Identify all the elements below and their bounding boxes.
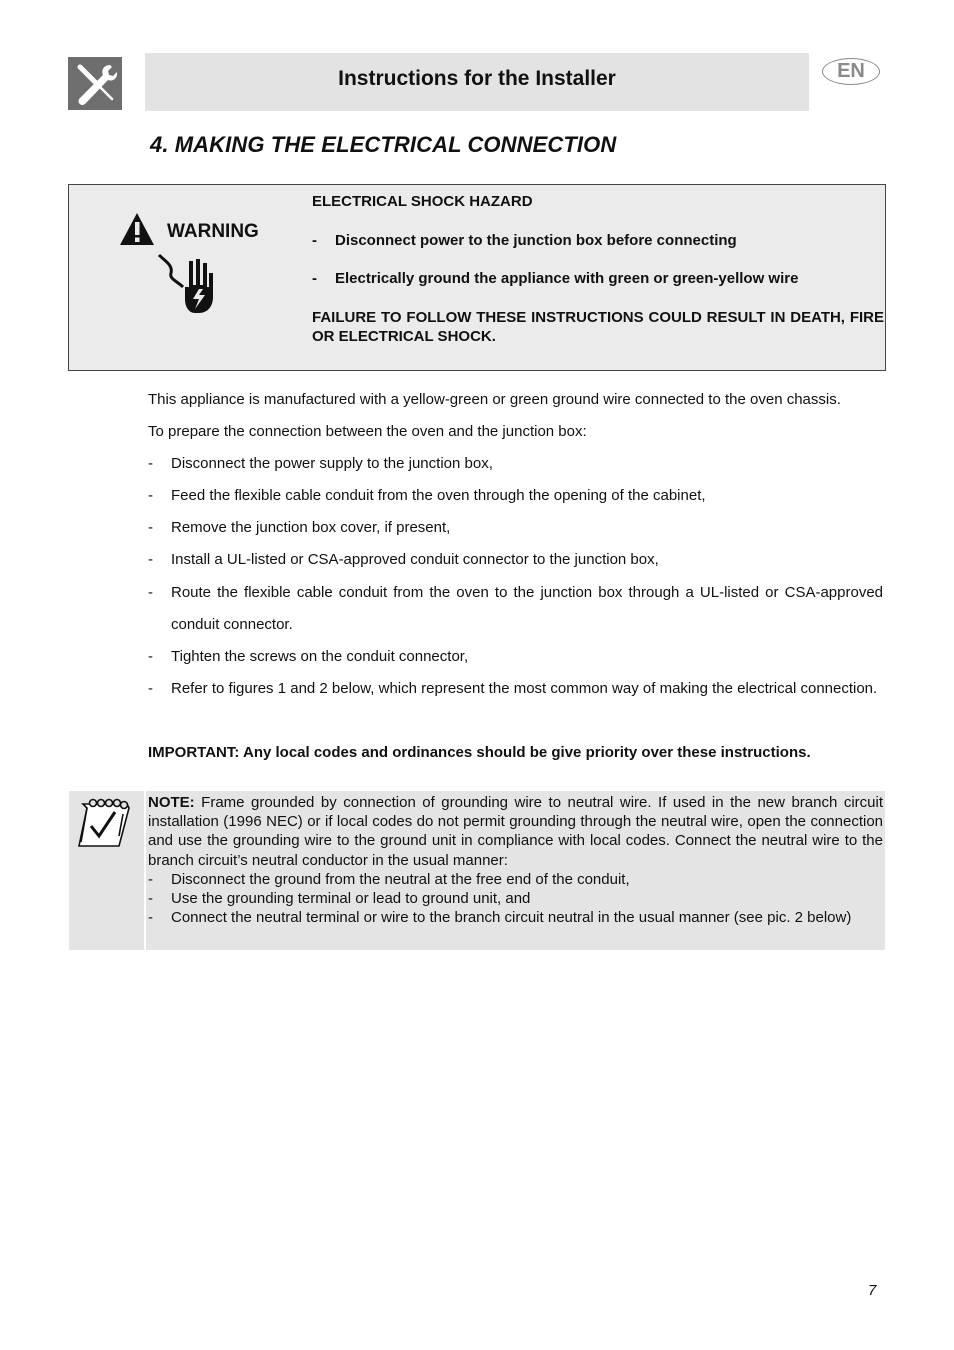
note-body: Frame grounded by connection of grounding wire to neutral wire. If used in the new branch circuit installation (1996 NEC) or if local codes do not permit grounding through the neutral wire, open the connection and use the grounding wire to the ground unit in compliance with local codes. Connect the neutral wire to the branch circuit’s neutral conductor in the usual manner: <box>148 794 883 869</box>
warning-item-text: Disconnect power to the junction box before connecting <box>335 232 737 249</box>
note-divider <box>144 791 146 950</box>
electric-shock-hand-icon <box>155 253 225 322</box>
notepad-check-icon <box>69 791 144 950</box>
note-list-item-text: Disconnect the ground from the neutral at the free end of the conduit, <box>171 870 630 888</box>
list-item-text: Refer to figures 1 and 2 below, which represent the most common way of making the electrical connection. <box>171 680 878 697</box>
language-badge: EN <box>822 58 880 85</box>
warning-failure-text: FAILURE TO FOLLOW THESE INSTRUCTIONS COULD RESULT IN DEATH, FIRE OR ELECTRICAL SHOCK. <box>312 309 884 345</box>
note-list-item-text: Connect the neutral terminal or wire to the branch circuit neutral in the usual manner (see pic. 2 below) <box>171 909 852 927</box>
list-item-text: Remove the junction box cover, if present, <box>171 519 451 536</box>
warning-triangle-icon <box>119 212 155 251</box>
list-item-text: Route the flexible cable conduit from the oven to the junction box through a UL-listed or CSA-approved conduit connector. <box>171 584 883 633</box>
intro-paragraph: This appliance is manufactured with a yellow-green or green ground wire connected to the oven chassis. <box>148 391 841 408</box>
important-statement: IMPORTANT: Any local codes and ordinances should be give priority over these instructions. <box>148 744 811 761</box>
note-box <box>69 791 885 950</box>
note-list-item: - Connect the neutral terminal or wire to the branch circuit neutral in the usual manner (see pic. 2 below) <box>148 909 852 927</box>
warning-item: - Disconnect power to the junction box before connecting <box>312 232 737 249</box>
note-list-item-text: Use the grounding terminal or lead to ground unit, and <box>171 890 531 908</box>
warning-heading: ELECTRICAL SHOCK HAZARD <box>312 193 533 210</box>
prepare-paragraph: To prepare the connection between the oven and the junction box: <box>148 423 587 440</box>
section-title: 4. MAKING THE ELECTRICAL CONNECTION <box>150 132 617 157</box>
list-item-text: Tighten the screws on the conduit connector, <box>171 648 469 665</box>
note-paragraph <box>148 793 883 870</box>
warning-box <box>68 184 886 371</box>
tools-icon <box>68 57 122 110</box>
warning-item: - Electrically ground the appliance with green or green-yellow wire <box>312 270 799 287</box>
page-header-title: Instructions for the Installer <box>338 67 616 90</box>
page-number: 7 <box>868 1282 877 1299</box>
list-item-text: Install a UL-listed or CSA-approved conduit connector to the junction box, <box>171 551 659 568</box>
header-band <box>145 53 809 111</box>
note-label: NOTE: <box>148 794 195 811</box>
list-item-text: Disconnect the power supply to the junction box, <box>171 455 493 472</box>
warning-label: WARNING <box>167 221 259 242</box>
warning-item-text: Electrically ground the appliance with green or green-yellow wire <box>335 270 799 287</box>
note-list-item: - Disconnect the ground from the neutral at the free end of the conduit, <box>148 870 630 888</box>
list-item-text: Feed the flexible cable conduit from the oven through the opening of the cabinet, <box>171 487 706 504</box>
note-list-item: - Use the grounding terminal or lead to ground unit, and <box>148 890 531 908</box>
